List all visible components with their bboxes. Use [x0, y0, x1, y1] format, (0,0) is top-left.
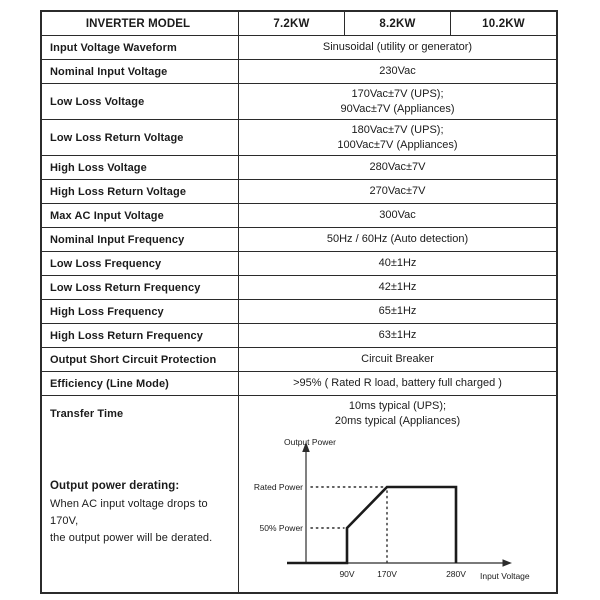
- spec-row-low-loss-return-voltage: [42, 120, 556, 156]
- header-inverter-model: INVERTER MODEL: [42, 12, 239, 35]
- spec-rows-container: [42, 36, 556, 432]
- spec-value-line: 300Vac: [379, 209, 416, 221]
- header-model-7-2kw: 7.2KW: [273, 17, 310, 30]
- spec-value-line: 10ms typical (UPS);: [348, 400, 447, 412]
- spec-value-high-loss-voltage: [239, 156, 556, 179]
- spec-row-low-loss-frequency: [42, 252, 556, 276]
- spec-row-high-loss-return-frequency: [42, 324, 556, 348]
- spec-value-line: >95% ( Rated R load, battery full charged ): [293, 377, 502, 389]
- spec-value-line: 230Vac: [379, 65, 416, 77]
- spec-value-max-ac-input-voltage: [239, 204, 556, 227]
- spec-label-high-loss-voltage: High Loss Voltage: [42, 156, 239, 179]
- x-axis-arrowhead: [503, 559, 513, 566]
- spec-label-low-loss-return-frequency: Low Loss Return Frequency: [42, 276, 239, 299]
- spec-value-low-loss-return-frequency: [239, 276, 556, 299]
- ytick-50-percent-power: 50% Power: [259, 523, 303, 533]
- spec-value-low-loss-frequency: [239, 252, 556, 275]
- spec-value-efficiency-line-mode: [239, 372, 556, 395]
- spec-value-high-loss-return-voltage: [239, 180, 556, 203]
- derating-curve: [287, 487, 456, 563]
- derating-chart: [239, 432, 556, 592]
- derating-text-line1: When AC input voltage drops to 170V,: [50, 497, 208, 527]
- spec-label-efficiency-line-mode: Efficiency (Line Mode): [42, 372, 239, 395]
- spec-value-high-loss-frequency: [239, 300, 556, 323]
- spec-label-output-short-circuit-protection: Output Short Circuit Protection: [42, 348, 239, 371]
- spec-label-low-loss-voltage: Low Loss Voltage: [42, 84, 239, 119]
- spec-value-low-loss-voltage: [239, 84, 556, 119]
- spec-label-high-loss-return-frequency: High Loss Return Frequency: [42, 324, 239, 347]
- spec-label-high-loss-return-voltage: High Loss Return Voltage: [42, 180, 239, 203]
- spec-row-transfer-time: [42, 396, 556, 432]
- spec-label-nominal-input-voltage: Nominal Input Voltage: [42, 60, 239, 83]
- spec-row-nominal-input-frequency: [42, 228, 556, 252]
- spec-value-line: 270Vac±7V: [369, 185, 426, 197]
- spec-value-low-loss-return-voltage: [239, 120, 556, 155]
- spec-row-high-loss-voltage: [42, 156, 556, 180]
- spec-row-output-short-circuit-protection: [42, 348, 556, 372]
- spec-value-line: 100Vac±7V (Appliances): [337, 138, 458, 151]
- header-model-8-2kw: 8.2KW: [344, 12, 450, 35]
- spec-value-line: 42±1Hz: [378, 281, 417, 293]
- inverter-spec-table: [40, 10, 558, 594]
- xtick-280v: 280V: [446, 569, 466, 579]
- chart-ylabel: Output Power: [284, 437, 336, 447]
- spec-label-transfer-time: Transfer Time: [42, 396, 239, 432]
- spec-value-line: Circuit Breaker: [361, 353, 434, 365]
- spec-label-nominal-input-frequency: Nominal Input Frequency: [42, 228, 239, 251]
- derating-note: [42, 432, 239, 592]
- xtick-90v: 90V: [339, 569, 355, 579]
- spec-value-line: 180Vac±7V (UPS);: [351, 123, 444, 136]
- ytick-rated-power: Rated Power: [253, 482, 303, 492]
- spec-row-efficiency-line-mode: [42, 372, 556, 396]
- spec-row-nominal-input-voltage: [42, 60, 556, 84]
- spec-value-output-short-circuit-protection: [239, 348, 556, 371]
- spec-value-line: 40±1Hz: [378, 257, 417, 269]
- spec-value-line: 50Hz / 60Hz (Auto detection): [326, 233, 469, 245]
- derating-title: Output power derating:: [50, 479, 180, 492]
- spec-row-input-voltage-waveform: [42, 36, 556, 60]
- derating-row: [42, 432, 556, 592]
- table-header-row: [42, 12, 556, 36]
- spec-row-low-loss-return-frequency: [42, 276, 556, 300]
- spec-value-line: 170Vac±7V (UPS);: [351, 87, 444, 100]
- derating-chart-svg: [239, 434, 554, 590]
- spec-value-nominal-input-voltage: [239, 60, 556, 83]
- header-model-10-2kw: 10.2KW: [450, 12, 556, 35]
- spec-value-high-loss-return-frequency: [239, 324, 556, 347]
- spec-value-input-voltage-waveform: [239, 36, 556, 59]
- spec-value-line: 63±1Hz: [378, 329, 417, 341]
- derating-text-line2: the output power will be derated.: [50, 531, 213, 544]
- spec-value-line: 20ms typical (Appliances): [334, 415, 461, 427]
- spec-label-high-loss-frequency: High Loss Frequency: [42, 300, 239, 323]
- spec-value-nominal-input-frequency: [239, 228, 556, 251]
- xtick-170v: 170V: [377, 569, 397, 579]
- spec-label-low-loss-frequency: Low Loss Frequency: [42, 252, 239, 275]
- chart-xlabel: Input Voltage: [480, 571, 530, 581]
- spec-row-high-loss-return-voltage: [42, 180, 556, 204]
- spec-value-line: 280Vac±7V: [369, 161, 426, 173]
- spec-row-low-loss-voltage: [42, 84, 556, 120]
- spec-value-line: Sinusoidal (utility or generator): [322, 41, 473, 53]
- spec-value-transfer-time: [239, 396, 556, 432]
- spec-row-max-ac-input-voltage: [42, 204, 556, 228]
- spec-label-input-voltage-waveform: Input Voltage Waveform: [42, 36, 239, 59]
- spec-value-line: 65±1Hz: [378, 305, 417, 317]
- spec-label-max-ac-input-voltage: Max AC Input Voltage: [42, 204, 239, 227]
- spec-label-low-loss-return-voltage: Low Loss Return Voltage: [42, 120, 239, 155]
- spec-row-high-loss-frequency: [42, 300, 556, 324]
- spec-value-line: 90Vac±7V (Appliances): [340, 102, 455, 115]
